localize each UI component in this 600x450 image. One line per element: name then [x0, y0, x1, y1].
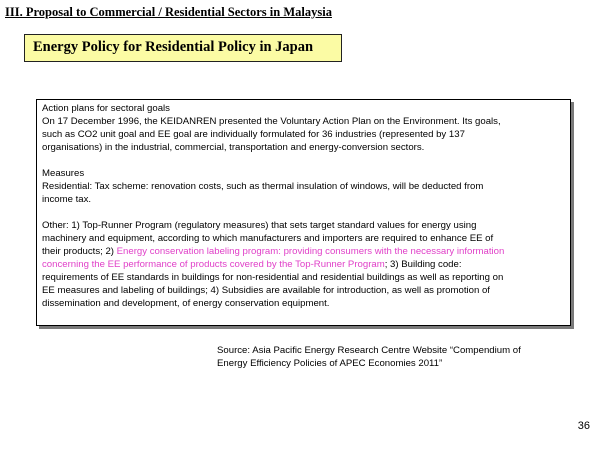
measures-heading: Measures [42, 168, 85, 179]
action-plans-paragraph [42, 102, 567, 154]
slide-title: Energy Policy for Residential Policy in Japan [24, 34, 342, 62]
labeling-program-highlight: concerning the EE performance of products covered by the Top-Runner Program [42, 259, 385, 270]
labeling-program-highlight: Energy conservation labeling program: providing consumers with the necessary information [116, 246, 505, 257]
action-plans-line: On 17 December 1996, the KEIDANREN presented the Voluntary Action Plan on the Environment. Its goals, [42, 116, 501, 127]
other-text: their products; 2) [42, 246, 117, 257]
other-line-mixed [42, 245, 567, 258]
source-line: Energy Efficiency Policies of APEC Economies 2011” [217, 358, 443, 369]
other-paragraph [42, 219, 567, 310]
section-header: III. Proposal to Commercial / Residential Sectors in Malaysia [5, 5, 332, 19]
measures-paragraph [42, 167, 567, 206]
other-line: Other: 1) Top-Runner Program (regulatory measures) that sets target standard values for energy using [42, 220, 477, 231]
other-line-mixed [42, 258, 567, 271]
other-text: ; 3) Building code: [384, 259, 462, 270]
other-line: machinery and equipment, according to which manufacturers and importers are required to enhance EE of [42, 233, 494, 244]
content-box [36, 99, 571, 326]
measures-line: income tax. [42, 194, 92, 205]
action-plans-heading: Action plans for sectoral goals [42, 103, 170, 114]
other-line: dissemination and development, of energy conservation equipment. [42, 298, 330, 309]
source-line: Source: Asia Pacific Energy Research Centre Website “Compendium of [217, 345, 521, 356]
source-citation [217, 344, 521, 370]
action-plans-line: organisations) in the industrial, commercial, transportation and energy-conversion sectors. [42, 142, 425, 153]
measures-line: Residential: Tax scheme: renovation costs, such as thermal insulation of windows, will be deducted from [42, 181, 484, 192]
page-number: 36 [577, 420, 590, 432]
action-plans-line: such as CO2 unit goal and EE goal are individually formulated for 36 industries (represented by 137 [42, 129, 465, 140]
other-line: EE measures and labeling of buildings; 4) Subsidies are available for introduction, as well as promotion of [42, 285, 490, 296]
other-line: requirements of EE standards in buildings for non-residential and residential buildings as well as reporting on [42, 272, 504, 283]
